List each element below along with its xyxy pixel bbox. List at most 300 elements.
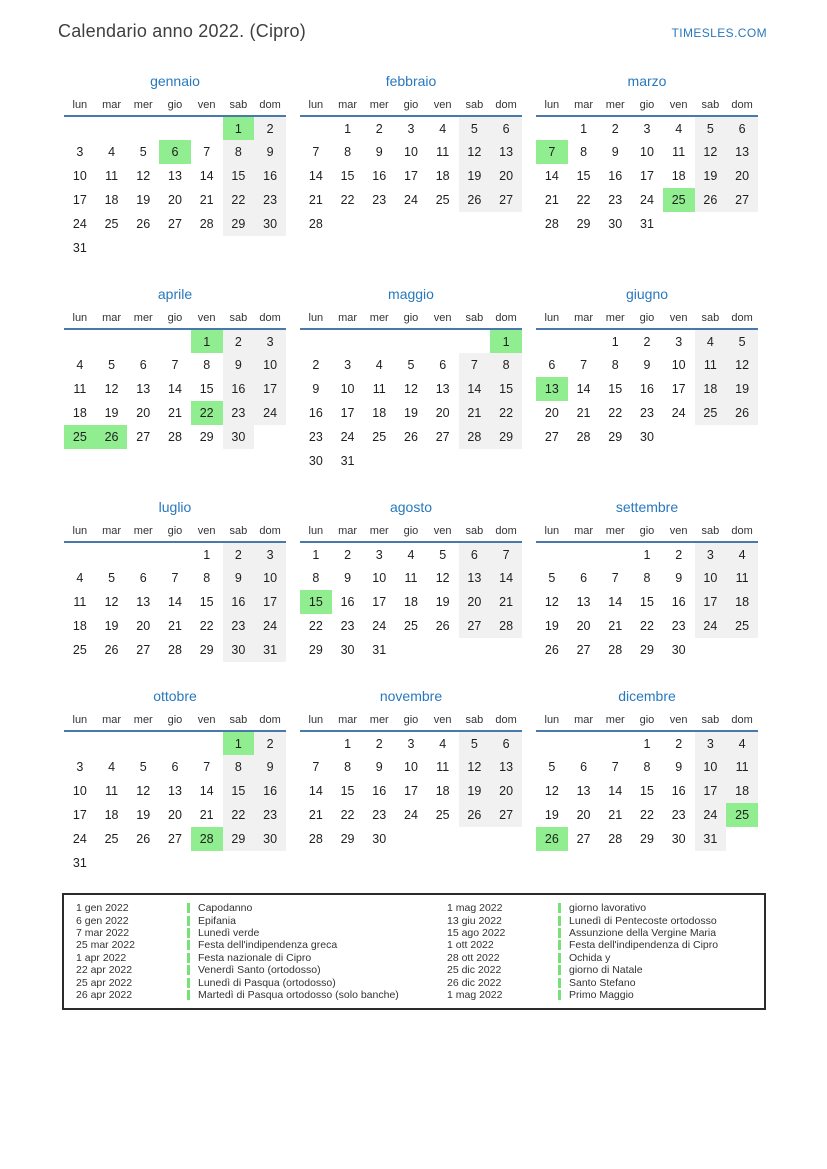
day-cell: 1	[312, 547, 320, 562]
day-cell: 8	[580, 145, 588, 159]
weekday-header: mer	[599, 520, 631, 542]
holiday-marker-icon	[187, 928, 190, 938]
holiday-marker-icon	[187, 990, 190, 1000]
month-giugno	[536, 285, 758, 449]
legend-holiday-name: Lunedì verde	[198, 926, 260, 939]
empty-cell	[332, 329, 364, 353]
day-cell: 14	[608, 595, 623, 609]
day-cell: 29	[640, 643, 654, 657]
day-cell: 13	[576, 595, 591, 609]
day-cell: 4	[726, 542, 758, 566]
empty-cell	[159, 236, 191, 260]
legend-date: 26 apr 2022	[76, 988, 133, 1001]
empty-cell	[726, 638, 758, 662]
empty-cell	[363, 329, 395, 353]
day-cell: 2	[254, 731, 286, 755]
holiday-marker-icon	[558, 978, 561, 988]
weekday-header: gio	[159, 94, 191, 116]
day-cell: 8	[643, 760, 651, 774]
day-cell: 1	[580, 121, 588, 136]
legend-col-right	[447, 902, 718, 1008]
weekday-header: dom	[254, 709, 286, 731]
day-cell: 13	[168, 169, 182, 183]
week-row	[64, 566, 286, 590]
day-cell: 4	[726, 731, 758, 755]
day-cell: 10	[404, 760, 418, 774]
empty-cell	[395, 638, 427, 662]
empty-cell	[96, 542, 128, 566]
day-cell: 13	[136, 595, 151, 609]
day-cell: 2	[223, 542, 255, 566]
day-cell: 12	[544, 595, 559, 609]
legend-date: 1 mag 2022	[447, 902, 503, 915]
day-cell: 8	[223, 755, 255, 779]
weekday-header: ven	[427, 520, 459, 542]
day-cell: 11	[436, 145, 450, 159]
day-cell: 5	[108, 571, 116, 585]
month-luglio	[64, 498, 286, 662]
empty-cell	[663, 425, 695, 449]
day-cell: 28	[168, 430, 182, 444]
weekday-header: sab	[223, 307, 255, 329]
legend-holiday-name: Santo Stefano	[569, 976, 636, 989]
day-cell: 6	[171, 760, 179, 774]
month-dicembre	[536, 687, 758, 851]
day-cell: 28	[576, 430, 591, 444]
day-cell: 31	[372, 643, 387, 657]
day-cell: 29	[199, 643, 214, 657]
legend-date: 25 apr 2022	[76, 976, 133, 989]
day-cell: 3	[695, 542, 727, 566]
day-cell: 7	[611, 571, 619, 585]
weekday-header: dom	[254, 520, 286, 542]
weekday-header: sab	[223, 709, 255, 731]
day-cell: 3	[375, 547, 383, 562]
day-cell: 22	[191, 401, 223, 425]
day-cell: 28	[608, 832, 623, 846]
month-grid	[64, 709, 286, 875]
day-cell: 25	[104, 832, 119, 846]
day-cell: 2	[312, 358, 320, 372]
month-aprile	[64, 285, 286, 449]
week-row	[64, 377, 286, 401]
empty-cell	[96, 236, 128, 260]
empty-cell	[536, 731, 568, 755]
legend-row	[447, 939, 718, 951]
empty-cell	[490, 638, 522, 662]
day-cell: 9	[675, 571, 683, 585]
empty-cell	[363, 212, 395, 236]
day-cell: 3	[76, 760, 84, 774]
holiday-marker-icon	[187, 953, 190, 963]
day-cell: 5	[548, 571, 556, 585]
day-cell: 27	[136, 643, 151, 657]
day-cell: 6	[490, 116, 522, 140]
day-cell: 26	[96, 425, 128, 449]
day-cell: 10	[72, 784, 87, 798]
day-cell: 11	[726, 755, 758, 779]
day-cell: 19	[459, 779, 491, 803]
empty-cell	[568, 329, 600, 353]
weekday-header: mer	[363, 307, 395, 329]
day-cell: 2	[643, 334, 651, 349]
day-cell: 27	[544, 430, 559, 444]
day-cell: 11	[695, 353, 727, 377]
day-cell: 7	[312, 760, 320, 774]
month-grid	[300, 709, 522, 851]
legend-holiday-name: Festa nazionale di Cipro	[198, 951, 312, 964]
week-row	[64, 116, 286, 140]
day-cell: 4	[76, 358, 84, 372]
weekday-header: mar	[96, 709, 128, 731]
day-cell: 30	[608, 217, 623, 231]
weekday-header: lun	[300, 94, 332, 116]
empty-cell	[363, 449, 395, 473]
weekday-header: lun	[64, 520, 96, 542]
day-cell: 23	[671, 808, 686, 822]
week-row	[300, 566, 522, 590]
day-cell: 12	[695, 140, 727, 164]
empty-cell	[726, 425, 758, 449]
day-cell: 15	[300, 590, 332, 614]
day-cell: 9	[375, 145, 383, 159]
day-cell: 18	[695, 377, 727, 401]
week-row	[536, 803, 758, 827]
weekday-header: lun	[64, 307, 96, 329]
day-cell: 22	[340, 193, 355, 207]
week-row	[64, 590, 286, 614]
day-cell: 8	[490, 353, 522, 377]
day-cell: 1	[191, 329, 223, 353]
day-cell: 8	[312, 571, 320, 585]
weekday-header: mer	[363, 94, 395, 116]
day-cell: 17	[254, 377, 286, 401]
day-cell: 6	[459, 542, 491, 566]
day-cell: 25	[104, 217, 119, 231]
weekday-header: dom	[490, 94, 522, 116]
day-cell: 5	[139, 760, 147, 774]
weekday-header: mar	[332, 709, 364, 731]
week-row	[64, 401, 286, 425]
empty-cell	[64, 731, 96, 755]
empty-cell	[726, 212, 758, 236]
legend-date: 25 dic 2022	[447, 964, 502, 977]
day-cell: 8	[223, 140, 255, 164]
day-cell: 28	[168, 643, 182, 657]
week-row	[64, 164, 286, 188]
day-cell: 19	[459, 164, 491, 188]
day-cell: 6	[139, 358, 147, 372]
day-cell: 13	[459, 566, 491, 590]
day-cell: 26	[726, 401, 758, 425]
weekday-header: dom	[726, 307, 758, 329]
day-cell: 7	[203, 760, 211, 774]
day-cell: 2	[254, 116, 286, 140]
day-cell: 27	[576, 832, 591, 846]
week-row	[536, 779, 758, 803]
legend-row	[76, 964, 447, 976]
day-cell: 12	[435, 571, 450, 585]
week-row	[64, 542, 286, 566]
empty-cell	[599, 542, 631, 566]
holiday-marker-icon	[558, 903, 561, 913]
legend-holiday-name: giorno di Natale	[569, 964, 643, 977]
months-grid	[64, 72, 758, 875]
day-cell: 15	[223, 779, 255, 803]
week-row	[536, 353, 758, 377]
empty-cell	[254, 236, 286, 260]
empty-cell	[427, 638, 459, 662]
week-row	[300, 731, 522, 755]
weekday-header: ven	[663, 94, 695, 116]
day-cell: 27	[726, 188, 758, 212]
weekday-header: dom	[726, 520, 758, 542]
week-row	[64, 827, 286, 851]
month-grid	[536, 307, 758, 449]
day-cell: 6	[159, 140, 191, 164]
day-cell: 4	[76, 571, 84, 585]
day-cell: 12	[136, 169, 151, 183]
empty-cell	[127, 329, 159, 353]
day-cell: 3	[76, 145, 84, 159]
day-cell: 22	[308, 619, 323, 633]
day-cell: 16	[254, 779, 286, 803]
day-cell: 5	[695, 116, 727, 140]
weekday-header: sab	[695, 709, 727, 731]
day-cell: 24	[254, 614, 286, 638]
legend-date: 7 mar 2022	[76, 926, 130, 939]
day-cell: 22	[640, 619, 654, 633]
holiday-marker-icon	[558, 953, 561, 963]
day-cell: 5	[459, 116, 491, 140]
legend-row	[447, 976, 718, 988]
weekday-header: ven	[427, 307, 459, 329]
day-cell: 4	[108, 760, 116, 774]
day-cell: 12	[459, 755, 491, 779]
day-cell: 26	[459, 188, 491, 212]
weekday-header: mer	[363, 520, 395, 542]
day-cell: 21	[308, 193, 323, 207]
legend-holiday-name: Epifania	[198, 914, 236, 927]
weekday-header: lun	[300, 709, 332, 731]
weekday-header: mar	[568, 94, 600, 116]
day-cell: 25	[726, 803, 758, 827]
month-grid	[536, 94, 758, 236]
day-cell: 30	[254, 212, 286, 236]
day-cell: 7	[490, 542, 522, 566]
month-maggio	[300, 285, 522, 473]
day-cell: 16	[223, 377, 255, 401]
week-row	[64, 779, 286, 803]
legend-row	[447, 964, 718, 976]
legend-date: 13 giu 2022	[447, 914, 502, 927]
day-cell: 24	[72, 217, 87, 231]
day-cell: 20	[136, 406, 151, 420]
day-cell: 24	[404, 193, 418, 207]
day-cell: 6	[548, 358, 556, 372]
day-cell: 28	[199, 217, 214, 231]
site-link[interactable]: TIMESLES.COM	[671, 26, 767, 40]
empty-cell	[300, 116, 332, 140]
month-grid	[536, 520, 758, 662]
day-cell: 2	[675, 547, 683, 562]
day-cell: 17	[640, 169, 654, 183]
week-row	[300, 401, 522, 425]
day-cell: 12	[544, 784, 559, 798]
day-cell: 23	[223, 401, 255, 425]
day-cell: 24	[404, 808, 418, 822]
day-cell: 16	[223, 590, 255, 614]
day-cell: 24	[72, 832, 87, 846]
day-cell: 15	[223, 164, 255, 188]
day-cell: 10	[254, 353, 286, 377]
day-cell: 10	[695, 755, 727, 779]
legend-holiday-name: Primo Maggio	[569, 988, 634, 1001]
day-cell: 26	[544, 643, 559, 657]
empty-cell	[427, 449, 459, 473]
day-cell: 15	[340, 784, 355, 798]
day-cell: 28	[490, 614, 522, 638]
day-cell: 26	[104, 643, 119, 657]
day-cell: 29	[223, 212, 255, 236]
day-cell: 9	[223, 353, 255, 377]
day-cell: 7	[611, 760, 619, 774]
day-cell: 28	[308, 217, 323, 231]
month-grid	[300, 307, 522, 473]
week-row	[64, 140, 286, 164]
day-cell: 5	[459, 731, 491, 755]
weekday-header: lun	[536, 709, 568, 731]
day-cell: 3	[344, 358, 352, 372]
week-row	[536, 212, 758, 236]
week-row	[300, 779, 522, 803]
day-cell: 29	[608, 430, 623, 444]
holiday-marker-icon	[187, 916, 190, 926]
day-cell: 26	[136, 832, 151, 846]
week-row	[64, 731, 286, 755]
empty-cell	[96, 329, 128, 353]
empty-cell	[64, 542, 96, 566]
legend-date: 1 mag 2022	[447, 988, 503, 1001]
weekday-header: dom	[726, 94, 758, 116]
day-cell: 6	[580, 760, 588, 774]
day-cell: 19	[726, 377, 758, 401]
month-title: aprile	[157, 286, 193, 302]
day-cell: 21	[168, 619, 182, 633]
day-cell: 7	[459, 353, 491, 377]
day-cell: 21	[168, 406, 182, 420]
day-cell: 13	[168, 784, 182, 798]
weekday-header: mer	[127, 709, 159, 731]
weekday-header: mer	[599, 307, 631, 329]
weekday-header: dom	[726, 709, 758, 731]
day-cell: 2	[375, 121, 383, 136]
day-cell: 22	[608, 406, 623, 420]
day-cell: 23	[254, 188, 286, 212]
empty-cell	[159, 329, 191, 353]
weekday-header: gio	[159, 307, 191, 329]
day-cell: 18	[435, 169, 450, 183]
day-cell: 3	[675, 334, 683, 349]
empty-cell	[490, 449, 522, 473]
empty-cell	[332, 212, 364, 236]
weekday-header: lun	[300, 520, 332, 542]
day-cell: 3	[407, 121, 415, 136]
day-cell: 1	[344, 736, 352, 751]
legend-holiday-name: Ochida y	[569, 951, 611, 964]
day-cell: 11	[372, 382, 386, 396]
empty-cell	[490, 827, 522, 851]
day-cell: 29	[223, 827, 255, 851]
day-cell: 12	[726, 353, 758, 377]
weekday-header: ven	[191, 709, 223, 731]
day-cell: 20	[435, 406, 450, 420]
day-cell: 22	[340, 808, 355, 822]
weekday-header: sab	[459, 307, 491, 329]
day-cell: 21	[199, 808, 214, 822]
day-cell: 18	[72, 406, 87, 420]
week-row	[536, 140, 758, 164]
week-row	[536, 590, 758, 614]
day-cell: 14	[576, 382, 591, 396]
day-cell: 26	[536, 827, 568, 851]
empty-cell	[568, 731, 600, 755]
weekday-header: gio	[631, 709, 663, 731]
day-cell: 15	[608, 382, 623, 396]
day-cell: 13	[490, 140, 522, 164]
month-agosto	[300, 498, 522, 662]
week-row	[64, 236, 286, 260]
day-cell: 5	[407, 358, 415, 372]
legend-holiday-name: Lunedì di Pentecoste ortodosso	[569, 914, 717, 927]
empty-cell	[427, 212, 459, 236]
day-cell: 6	[726, 116, 758, 140]
day-cell: 10	[404, 145, 418, 159]
day-cell: 5	[108, 358, 116, 372]
day-cell: 19	[104, 406, 119, 420]
weekday-header: gio	[395, 307, 427, 329]
day-cell: 17	[404, 784, 418, 798]
holiday-marker-icon	[558, 990, 561, 1000]
day-cell: 30	[372, 832, 387, 846]
empty-cell	[395, 827, 427, 851]
day-cell: 20	[168, 808, 182, 822]
legend-date: 15 ago 2022	[447, 926, 506, 939]
legend-row	[76, 914, 447, 926]
day-cell: 23	[308, 430, 323, 444]
day-cell: 27	[490, 188, 522, 212]
day-cell: 28	[191, 827, 223, 851]
day-cell: 23	[340, 619, 355, 633]
day-cell: 18	[726, 779, 758, 803]
day-cell: 7	[312, 145, 320, 159]
day-cell: 14	[168, 595, 182, 609]
holiday-marker-icon	[558, 965, 561, 975]
day-cell: 30	[223, 638, 255, 662]
week-row	[64, 425, 286, 449]
holiday-marker-icon	[558, 916, 561, 926]
day-cell: 13	[576, 784, 591, 798]
weekday-header: gio	[631, 307, 663, 329]
weekday-header: gio	[159, 520, 191, 542]
day-cell: 15	[199, 595, 214, 609]
weekday-header: dom	[254, 94, 286, 116]
month-grid	[64, 94, 286, 260]
day-cell: 17	[254, 590, 286, 614]
empty-cell	[191, 731, 223, 755]
week-row	[300, 614, 522, 638]
weekday-header: lun	[536, 94, 568, 116]
